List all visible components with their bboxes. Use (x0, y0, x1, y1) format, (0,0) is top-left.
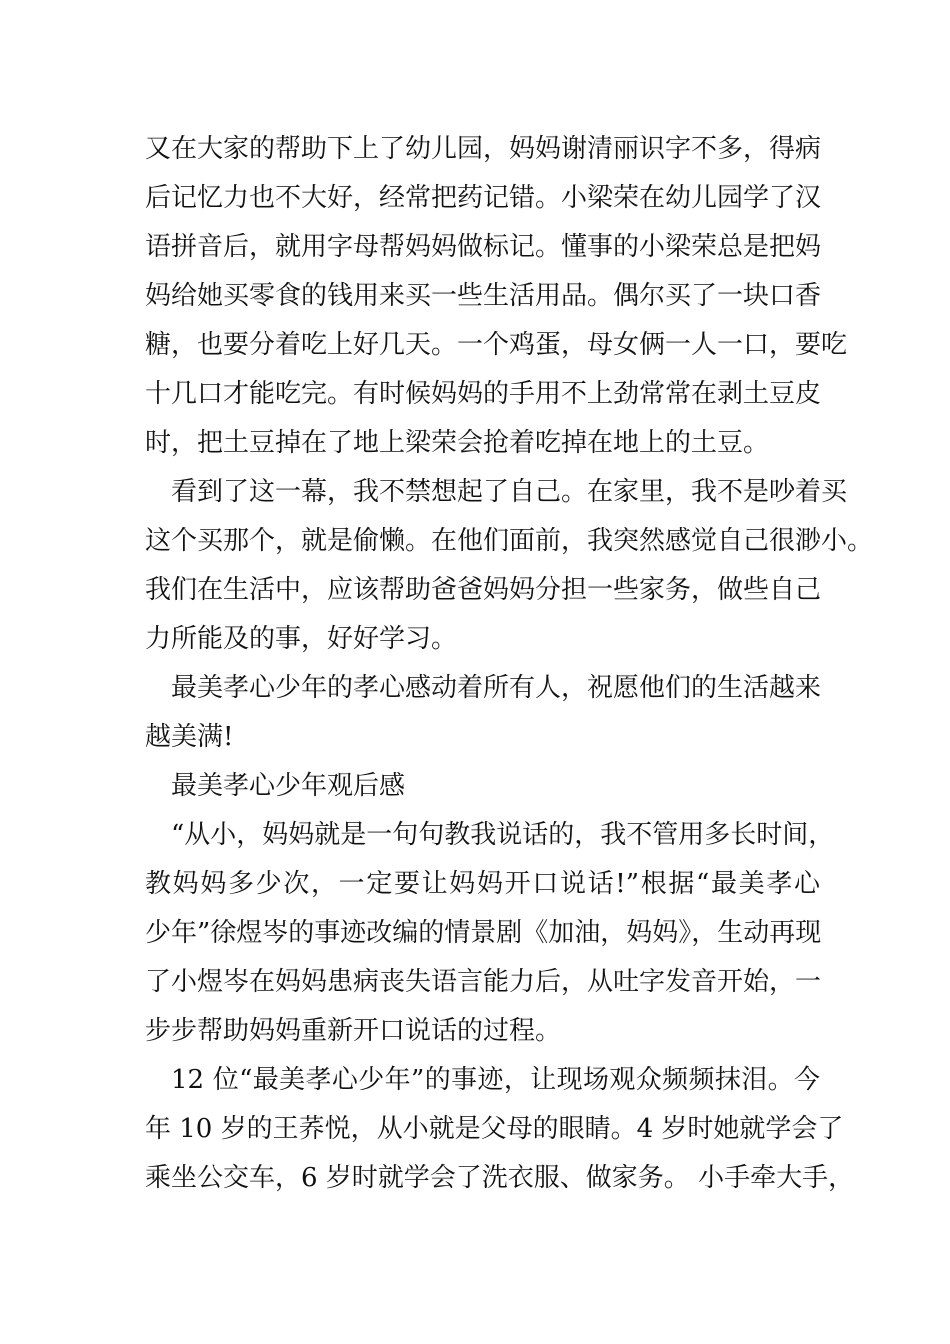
text-line: 越美满! (145, 722, 234, 752)
text-line: 看到了这一幕，我不禁想起了自己。在家里，我不是吵着买 (171, 477, 848, 507)
text-line: 乘坐公交车，6 岁时就学会了洗衣服、做家务。 小手牵大手， (145, 1163, 855, 1193)
text-line: 12 位“最美孝心少年”的事迹，让现场观众频频抹泪。今 (171, 1065, 820, 1095)
text-line: 年 10 岁的王荞悦，从小就是父母的眼睛。4 岁时她就学会了 (145, 1114, 844, 1144)
text-line: 我们在生活中，应该帮助爸爸妈妈分担一些家务，做些自己 (145, 575, 822, 605)
text-line: 了小煜岑在妈妈患病丧失语言能力后，从吐字发音开始，一 (145, 967, 822, 997)
text-line: 步步帮助妈妈重新开口说话的过程。 (145, 1016, 562, 1046)
text-line: 最美孝心少年的孝心感动着所有人，祝愿他们的生活越来 (171, 673, 822, 703)
text-line: 教妈妈多少次，一定要让妈妈开口说话!”根据“最美孝心 (145, 869, 820, 899)
text-line: “从小，妈妈就是一句句教我说话的，我不管用多长时间， (171, 820, 835, 850)
text-line: 这个买那个，就是偷懒。在他们面前，我突然感觉自己很渺小。 (145, 526, 874, 556)
text-line: 时，把土豆掉在了地上梁荣会抢着吃掉在地上的土豆。 (145, 428, 770, 458)
text-line: 糖，也要分着吃上好几天。一个鸡蛋，母女俩一人一口，要吃 (145, 330, 848, 360)
text-line: 力所能及的事，好好学习。 (145, 624, 458, 654)
text-line: 少年”徐煜岑的事迹改编的情景剧《加油，妈妈》，生动再现 (145, 918, 822, 948)
text-line: 后记忆力也不大好，经常把药记错。小梁荣在幼儿园学了汉 (145, 183, 822, 213)
section-heading: 最美孝心少年观后感 (171, 771, 406, 801)
text-line: 又在大家的帮助下上了幼儿园，妈妈谢清丽识字不多，得病 (145, 134, 822, 164)
text-line: 妈给她买零食的钱用来买一些生活用品。偶尔买了一块口香 (145, 281, 822, 311)
text-line: 十几口才能吃完。有时候妈妈的手用不上劲常常在剥土豆皮 (145, 379, 822, 409)
text-line: 语拼音后，就用字母帮妈妈做标记。懂事的小梁荣总是把妈 (145, 232, 822, 262)
document-body (145, 125, 874, 1203)
